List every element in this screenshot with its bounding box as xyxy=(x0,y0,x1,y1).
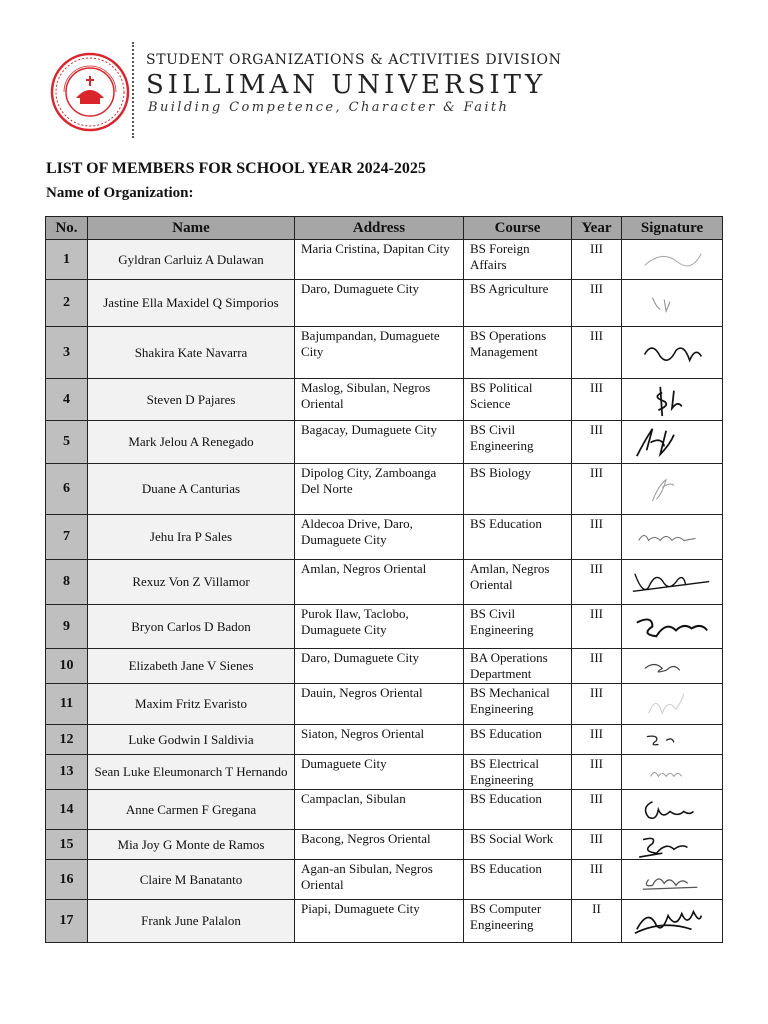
table-row xyxy=(46,790,723,830)
signature-cell xyxy=(622,421,723,464)
cell-course: BS Education xyxy=(464,860,572,900)
cell-course: BS Mechanical Engineering xyxy=(464,684,572,725)
cell-address: Purok Ilaw, Taclobo, Dumaguete City xyxy=(295,605,464,649)
cell-year: III xyxy=(572,515,622,560)
table-row xyxy=(46,560,723,605)
cell-course: BS Civil Engineering xyxy=(464,421,572,464)
cell-course: BS Civil Engineering xyxy=(464,605,572,649)
cell-year: III xyxy=(572,421,622,464)
table-row xyxy=(46,725,723,755)
header-no: No. xyxy=(46,217,88,240)
cell-course: BS Education xyxy=(464,515,572,560)
table-row xyxy=(46,605,723,649)
signature-image xyxy=(622,240,722,279)
table-row xyxy=(46,280,723,327)
cell-no: 16 xyxy=(46,860,88,900)
cell-address: Piapi, Dumaguete City xyxy=(295,900,464,943)
signature-image xyxy=(622,900,722,942)
cell-name: Maxim Fritz Evaristo xyxy=(88,684,295,725)
cell-year: III xyxy=(572,830,622,860)
signature-image xyxy=(622,755,722,789)
cell-address: Daro, Dumaguete City xyxy=(295,649,464,684)
signature-image xyxy=(622,649,722,683)
signature-cell xyxy=(622,240,723,280)
cell-address: Dipolog City, Zamboanga Del Norte xyxy=(295,464,464,515)
signature-cell xyxy=(622,725,723,755)
signature-cell xyxy=(622,755,723,790)
cell-year: III xyxy=(572,560,622,605)
cell-name: Gyldran Carluiz A Dulawan xyxy=(88,240,295,280)
cell-no: 8 xyxy=(46,560,88,605)
cell-name: Mia Joy G Monte de Ramos xyxy=(88,830,295,860)
cell-year: III xyxy=(572,240,622,280)
document-header xyxy=(46,42,736,142)
signature-image xyxy=(622,464,722,514)
table-row xyxy=(46,649,723,684)
signature-image xyxy=(622,280,722,326)
cell-name: Frank June Palalon xyxy=(88,900,295,943)
cell-address: Dumaguete City xyxy=(295,755,464,790)
table-row xyxy=(46,684,723,725)
signature-image xyxy=(622,379,722,420)
cell-no: 3 xyxy=(46,327,88,379)
cell-name: Elizabeth Jane V Sienes xyxy=(88,649,295,684)
table-row xyxy=(46,464,723,515)
table-row xyxy=(46,860,723,900)
cell-course: BS Education xyxy=(464,790,572,830)
cell-no: 9 xyxy=(46,605,88,649)
cell-no: 6 xyxy=(46,464,88,515)
cell-no: 15 xyxy=(46,830,88,860)
table-row xyxy=(46,515,723,560)
cell-address: Siaton, Negros Oriental xyxy=(295,725,464,755)
cell-address: Bagacay, Dumaguete City xyxy=(295,421,464,464)
header-address: Address xyxy=(295,217,464,240)
cell-address: Daro, Dumaguete City xyxy=(295,280,464,327)
members-table xyxy=(45,216,723,943)
signature-image xyxy=(622,860,722,899)
table-row xyxy=(46,900,723,943)
cell-no: 4 xyxy=(46,379,88,421)
signature-cell xyxy=(622,280,723,327)
university-seal-icon xyxy=(50,52,130,132)
cell-address: Bacong, Negros Oriental xyxy=(295,830,464,860)
cell-year: II xyxy=(572,900,622,943)
cell-year: III xyxy=(572,280,622,327)
signature-cell xyxy=(622,605,723,649)
cell-year: III xyxy=(572,790,622,830)
signature-cell xyxy=(622,900,723,943)
header-signature: Signature xyxy=(622,217,723,240)
cell-name: Jastine Ella Maxidel Q Simporios xyxy=(88,280,295,327)
cell-name: Luke Godwin I Saldivia xyxy=(88,725,295,755)
organization-label: Name of Organization: xyxy=(46,185,194,201)
table-row xyxy=(46,379,723,421)
cell-course: BS Computer Engineering xyxy=(464,900,572,943)
cell-year: III xyxy=(572,860,622,900)
cell-name: Sean Luke Eleumonarch T Hernando xyxy=(88,755,295,790)
cell-year: III xyxy=(572,649,622,684)
cell-name: Claire M Banatanto xyxy=(88,860,295,900)
cell-address: Maria Cristina, Dapitan City xyxy=(295,240,464,280)
cell-year: III xyxy=(572,755,622,790)
cell-name: Shakira Kate Navarra xyxy=(88,327,295,379)
cell-no: 14 xyxy=(46,790,88,830)
cell-no: 5 xyxy=(46,421,88,464)
signature-image xyxy=(622,560,722,604)
document-title: LIST OF MEMBERS FOR SCHOOL YEAR 2024-2025 xyxy=(46,160,426,177)
table-header-row xyxy=(46,217,723,240)
signature-image xyxy=(622,515,722,559)
cell-address: Campaclan, Sibulan xyxy=(295,790,464,830)
cell-no: 17 xyxy=(46,900,88,943)
signature-cell xyxy=(622,830,723,860)
cell-name: Steven D Pajares xyxy=(88,379,295,421)
cell-course: BS Agriculture xyxy=(464,280,572,327)
signature-image xyxy=(622,790,722,829)
header-name: Name xyxy=(88,217,295,240)
signature-cell xyxy=(622,860,723,900)
cell-name: Mark Jelou A Renegado xyxy=(88,421,295,464)
signature-image xyxy=(622,725,722,754)
cell-year: III xyxy=(572,684,622,725)
signature-image xyxy=(622,421,722,463)
signature-image xyxy=(622,327,722,378)
cell-name: Anne Carmen F Gregana xyxy=(88,790,295,830)
cell-year: III xyxy=(572,327,622,379)
division-name: STUDENT ORGANIZATIONS & ACTIVITIES DIVISION xyxy=(146,52,562,68)
cell-no: 11 xyxy=(46,684,88,725)
cell-course: BS Education xyxy=(464,725,572,755)
cell-course: BS Political Science xyxy=(464,379,572,421)
cell-no: 2 xyxy=(46,280,88,327)
signature-cell xyxy=(622,464,723,515)
cell-course: BS Biology xyxy=(464,464,572,515)
signature-image xyxy=(622,684,722,724)
signature-cell xyxy=(622,684,723,725)
cell-year: III xyxy=(572,725,622,755)
cell-address: Amlan, Negros Oriental xyxy=(295,560,464,605)
cell-address: Dauin, Negros Oriental xyxy=(295,684,464,725)
cell-no: 12 xyxy=(46,725,88,755)
cell-address: Aldecoa Drive, Daro, Dumaguete City xyxy=(295,515,464,560)
cell-address: Maslog, Sibulan, Negros Oriental xyxy=(295,379,464,421)
signature-cell xyxy=(622,515,723,560)
cell-year: III xyxy=(572,605,622,649)
table-row xyxy=(46,755,723,790)
cell-course: Amlan, Negros Oriental xyxy=(464,560,572,605)
university-name: SILLIMAN UNIVERSITY xyxy=(146,70,547,100)
cell-no: 13 xyxy=(46,755,88,790)
cell-year: III xyxy=(572,379,622,421)
cell-address: Bajumpandan, Dumaguete City xyxy=(295,327,464,379)
signature-image xyxy=(622,830,722,859)
signature-cell xyxy=(622,790,723,830)
header-year: Year xyxy=(572,217,622,240)
table-row xyxy=(46,327,723,379)
header-divider xyxy=(132,42,134,138)
cell-no: 10 xyxy=(46,649,88,684)
cell-no: 7 xyxy=(46,515,88,560)
cell-course: BS Social Work xyxy=(464,830,572,860)
university-motto: Building Competence, Character & Faith xyxy=(148,100,510,115)
signature-image xyxy=(622,605,722,648)
cell-course: BA Operations Department xyxy=(464,649,572,684)
cell-address: Agan-an Sibulan, Negros Oriental xyxy=(295,860,464,900)
cell-name: Rexuz Von Z Villamor xyxy=(88,560,295,605)
signature-cell xyxy=(622,379,723,421)
signature-cell xyxy=(622,649,723,684)
cell-no: 1 xyxy=(46,240,88,280)
cell-name: Jehu Ira P Sales xyxy=(88,515,295,560)
signature-cell xyxy=(622,560,723,605)
cell-name: Bryon Carlos D Badon xyxy=(88,605,295,649)
signature-cell xyxy=(622,327,723,379)
cell-course: BS Electrical Engineering xyxy=(464,755,572,790)
cell-name: Duane A Canturias xyxy=(88,464,295,515)
table-row xyxy=(46,830,723,860)
cell-course: BS Foreign Affairs xyxy=(464,240,572,280)
table-row xyxy=(46,240,723,280)
cell-year: III xyxy=(572,464,622,515)
table-row xyxy=(46,421,723,464)
header-course: Course xyxy=(464,217,572,240)
cell-course: BS Operations Management xyxy=(464,327,572,379)
